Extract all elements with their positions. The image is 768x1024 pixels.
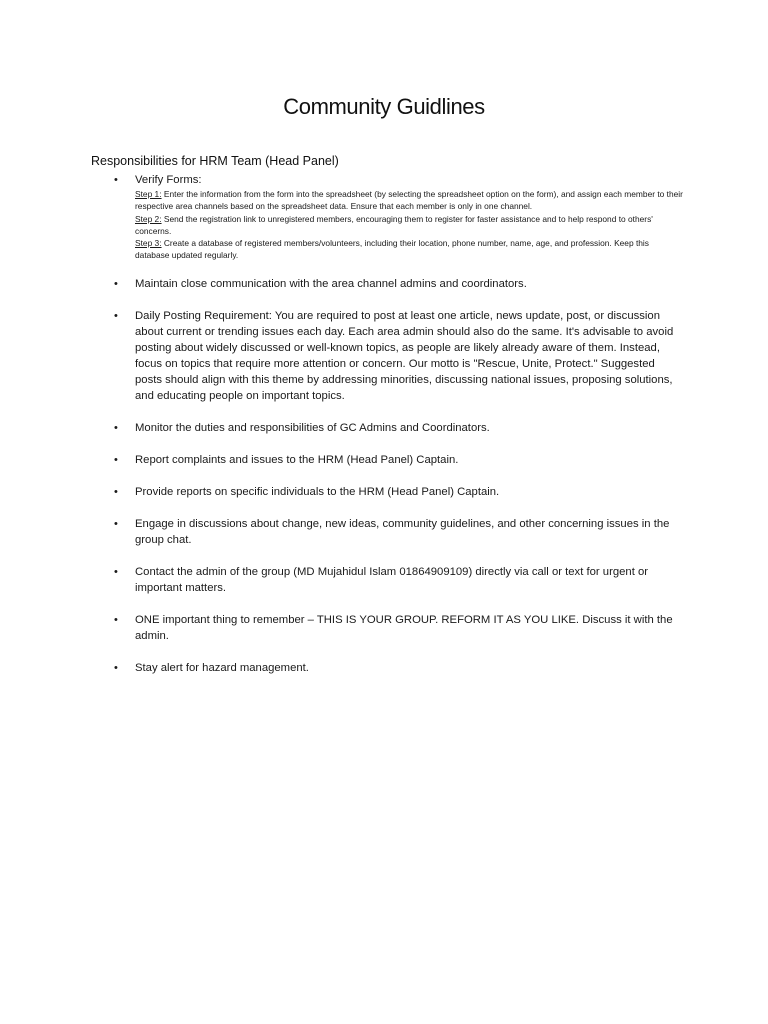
bullet-icon: • xyxy=(114,309,118,322)
list-item-verify-forms xyxy=(91,172,683,262)
bullet-icon: • xyxy=(114,661,118,674)
bullet-icon: • xyxy=(114,277,118,290)
step-2-text: Send the registration link to unregistered members, encouraging them to register for faster assistance and to help respond to others' concerns. xyxy=(135,213,653,236)
page-title: Community Guidlines xyxy=(283,94,485,119)
list-item xyxy=(91,660,683,676)
bullet-icon: • xyxy=(114,517,118,530)
bullet-icon: • xyxy=(114,565,118,578)
list-item-text: Stay alert for hazard management. xyxy=(135,661,309,674)
bullet-icon: • xyxy=(114,174,118,186)
list-item-text: Contact the admin of the group (MD Mujahidul Islam 01864909109) directly via call or text for urgent or important matters. xyxy=(135,565,649,594)
list-item xyxy=(91,420,683,436)
list-item-text: Maintain close communication with the area channel admins and coordinators. xyxy=(135,277,527,290)
bullet-icon: • xyxy=(114,613,118,626)
list-item-text: Daily Posting Requirement: You are required to post at least one article, news update, post, or discussion about current or trending issues each day. Each area admin should also do the same. It's advisable to avoid posting about widely discussed or well-known topics, as people are likely already aware of them. Instead, focus on topics that require more attention or concern. Our motto is "Rescue, Unite, Protect." Suggested posts should align with this theme by addressing minorities, discussing national issues, proposing solutions, and educating people on important topics. xyxy=(135,309,674,402)
step-3-label: Step 3: xyxy=(135,238,162,249)
list-item xyxy=(91,452,683,468)
bullet-icon: • xyxy=(114,421,118,434)
list-item xyxy=(91,516,683,548)
step-2-label: Step 2: xyxy=(135,213,162,224)
step-1-label: Step 1: xyxy=(135,189,162,199)
step-1-text: Enter the information from the form into the spreadsheet (by selecting the spreadsheet option on the form), and assign each member to their respective area channels based on the spreadsheet data. Ensure that each member is only in one channel. xyxy=(135,189,683,212)
list-item xyxy=(91,612,683,644)
bullet-icon: • xyxy=(114,453,118,466)
list-item-text: ONE important thing to remember – THIS IS YOUR GROUP. REFORM IT AS YOU LIKE. Discuss it with the admin. xyxy=(135,613,673,642)
responsibilities-list xyxy=(91,172,683,692)
list-item xyxy=(91,564,683,596)
verify-forms-label: Verify Forms: xyxy=(135,174,202,186)
list-item xyxy=(91,276,683,292)
list-item-text: Engage in discussions about change, new ideas, community guidelines, and other concerning issues in the group chat. xyxy=(135,517,670,546)
bullet-icon: • xyxy=(114,485,118,498)
list-item xyxy=(91,308,683,404)
list-item xyxy=(91,484,683,500)
verify-forms-steps xyxy=(135,188,683,262)
list-item-text: Report complaints and issues to the HRM (Head Panel) Captain. xyxy=(135,453,459,466)
list-item-text: Provide reports on specific individuals to the HRM (Head Panel) Captain. xyxy=(135,485,500,498)
step-3-text: Create a database of registered members/volunteers, including their location, phone number, name, age, and profession. Keep this database updated regularly. xyxy=(135,238,649,261)
list-item-text: Monitor the duties and responsibilities of GC Admins and Coordinators. xyxy=(135,421,490,434)
section-heading: Responsibilities for HRM Team (Head Panel) xyxy=(91,154,339,168)
